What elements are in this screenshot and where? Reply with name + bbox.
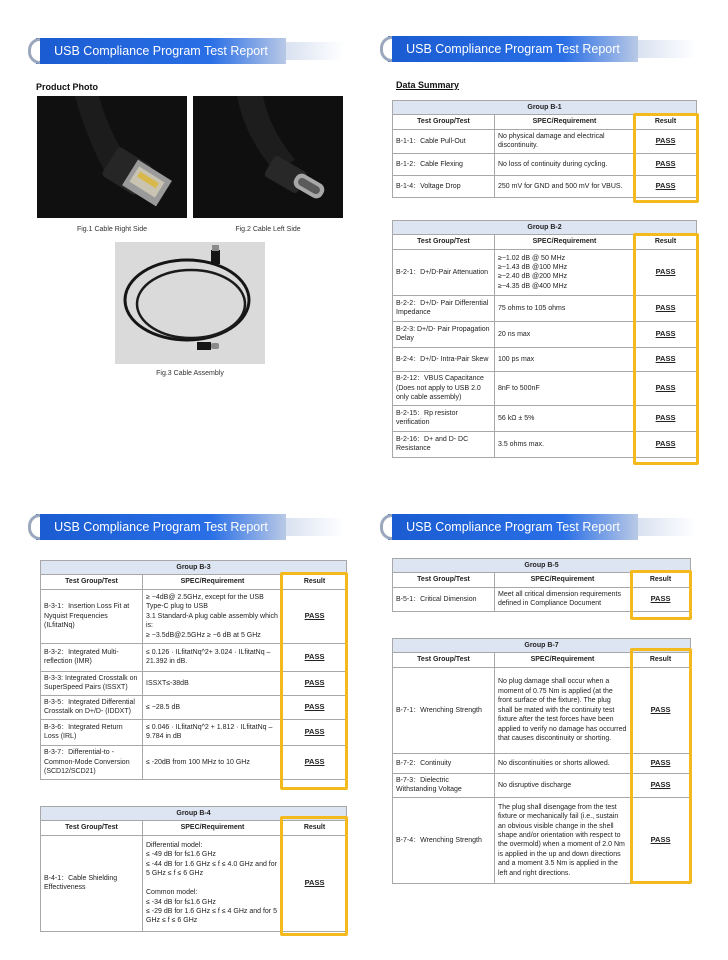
test-name: B-2-15：Rp resistor verification — [393, 405, 495, 431]
result-pass: PASS — [635, 249, 697, 295]
table-row — [41, 589, 347, 643]
caption-fig2: Fig.2 Cable Left Side — [235, 226, 301, 233]
table-row — [393, 797, 691, 883]
table-row — [41, 671, 347, 695]
banner-fade — [638, 40, 696, 58]
col-header-test: Test Group/Test — [393, 115, 495, 129]
spec-text: No plug damage shall occur when a moment of 0.75 Nm is applied (at the front surface of the fixture). The plug shall be mated with the continuity test fixture after the test forces have been applied to verify no damage has occurred that causes discontinuity or shorting. — [495, 667, 631, 753]
result-pass: PASS — [635, 371, 697, 405]
result-pass: PASS — [283, 589, 347, 643]
table-row — [41, 745, 347, 779]
group-title: Group B-1 — [393, 101, 697, 115]
result-pass: PASS — [283, 643, 347, 671]
spec-text: ISSXT≤-38dB — [143, 671, 283, 695]
group-title: Group B-2 — [393, 221, 697, 235]
usb-a-plug-illustration — [37, 96, 187, 218]
table-row — [393, 321, 697, 347]
table-row — [41, 643, 347, 671]
report-banner — [388, 514, 638, 540]
result-pass: PASS — [635, 405, 697, 431]
banner-tab — [380, 36, 392, 62]
test-name: B-3-2：Integrated Multi-reflection (IMR) — [41, 643, 143, 671]
table-group-b3 — [40, 560, 347, 780]
table-row — [393, 431, 697, 457]
spec-text: ≤ 0.046 · ILfitatNq^2 + 1.812 · ILfitatNq – 9.784 in dB — [143, 719, 283, 745]
table-row — [393, 587, 691, 611]
page-group-b3-b4 — [28, 506, 350, 946]
spec-text: No physical damage and electrical discontinuity. — [495, 129, 635, 153]
table-row — [41, 719, 347, 745]
banner-tab — [28, 514, 40, 540]
result-pass: PASS — [283, 671, 347, 695]
table-group-b1 — [392, 100, 697, 198]
table-row — [393, 295, 697, 321]
spec-text: 8nF to 500nF — [495, 371, 635, 405]
col-header-test: Test Group/Test — [41, 821, 143, 835]
report-banner — [36, 514, 286, 540]
table-group-b2 — [392, 220, 697, 458]
spec-text: 75 ohms to 105 ohms — [495, 295, 635, 321]
test-name: B-7-1：Wrenching Strength — [393, 667, 495, 753]
table-row — [393, 249, 697, 295]
caption-fig1: Fig.1 Cable Right Side — [76, 226, 148, 233]
page-group-b5-b7 — [380, 506, 702, 906]
spec-text: 56 kΩ ± 5% — [495, 405, 635, 431]
banner-title: USB Compliance Program Test Report — [406, 42, 620, 56]
spec-text: No discontinuities or shorts allowed. — [495, 753, 631, 773]
banner-title: USB Compliance Program Test Report — [54, 44, 268, 58]
result-pass: PASS — [631, 587, 691, 611]
result-pass: PASS — [635, 321, 697, 347]
result-pass: PASS — [635, 431, 697, 457]
result-pass: PASS — [283, 719, 347, 745]
spec-text: No disruptive discharge — [495, 773, 631, 797]
product-photo-heading: Product Photo — [36, 82, 98, 92]
banner-fade — [286, 42, 344, 60]
photo-cable-assembly — [115, 242, 265, 364]
banner-fade — [638, 518, 696, 536]
test-name: B-2-16：D+ and D- DC Resistance — [393, 431, 495, 457]
test-name: B-1-1：Cable Pull-Out — [393, 129, 495, 153]
test-name: B-4-1：Cable Shielding Effectiveness — [41, 835, 143, 931]
table-row — [393, 347, 697, 371]
spec-text: 3.5 ohms max. — [495, 431, 635, 457]
test-name: B-2-3: D+/D- Pair Propagation Delay — [393, 321, 495, 347]
table-row — [393, 405, 697, 431]
result-pass: PASS — [631, 773, 691, 797]
spec-text: 250 mV for GND and 500 mV for VBUS. — [495, 175, 635, 197]
col-header-result: Result — [283, 821, 347, 835]
test-name: B-2-4：D+/D- Intra-Pair Skew — [393, 347, 495, 371]
table-group-b4 — [40, 806, 347, 932]
col-header-test: Test Group/Test — [393, 573, 495, 587]
group-title: Group B-7 — [393, 639, 691, 653]
test-name: B-7-3：Dielectric Withstanding Voltage — [393, 773, 495, 797]
table-row — [393, 129, 697, 153]
spec-text: ≤ -20dB from 100 MHz to 10 GHz — [143, 745, 283, 779]
test-name: B-1-4：Voltage Drop — [393, 175, 495, 197]
table-row — [393, 773, 691, 797]
group-title: Group B-3 — [41, 561, 347, 575]
table-group-b7 — [392, 638, 691, 884]
group-title: Group B-4 — [41, 807, 347, 821]
col-header-test: Test Group/Test — [41, 575, 143, 589]
table-row — [393, 175, 697, 197]
test-name: B-3-6：Integrated Return Loss (IRL) — [41, 719, 143, 745]
col-header-result: Result — [283, 575, 347, 589]
test-name: B-7-2：Continuity — [393, 753, 495, 773]
banner-tab — [28, 38, 40, 64]
spec-text: ≤ 0.126 · ILfitatNq^2+ 3.024 · ILfitatNq – 21.392 in dB. — [143, 643, 283, 671]
col-header-spec: SPEC/Requirement — [495, 235, 635, 249]
banner-fade — [286, 518, 344, 536]
col-header-result: Result — [631, 653, 691, 667]
test-name: B-7-4：Wrenching Strength — [393, 797, 495, 883]
spec-text: 20 ns max — [495, 321, 635, 347]
spec-text: 100 ps max — [495, 347, 635, 371]
table-row — [41, 695, 347, 719]
cable-assembly-illustration — [115, 242, 265, 364]
result-pass: PASS — [635, 347, 697, 371]
table-row — [393, 153, 697, 175]
page-data-summary — [380, 30, 702, 470]
result-pass: PASS — [631, 753, 691, 773]
test-name: B-2-1：D+/D-Pair Attenuation — [393, 249, 495, 295]
col-header-spec: SPEC/Requirement — [495, 653, 631, 667]
col-header-result: Result — [631, 573, 691, 587]
usb-c-plug-illustration — [193, 96, 343, 218]
result-pass: PASS — [635, 295, 697, 321]
table-row — [41, 835, 347, 931]
page-product-photo — [28, 30, 350, 390]
col-header-test: Test Group/Test — [393, 653, 495, 667]
spec-text: ≥ −4dB@ 2.5GHz, except for the USB Type-C plug to USB 3.1 Standard-A plug cable assembly which is: ≥ −3.5dB@2.5GHz ≥ −6 dB at 5 GHz — [143, 589, 283, 643]
spec-text: No loss of continuity during cycling. — [495, 153, 635, 175]
test-name: B-3-5：Integrated Differential Crosstalk on D+/D- (IDDXT) — [41, 695, 143, 719]
result-pass: PASS — [631, 797, 691, 883]
table-row — [393, 753, 691, 773]
test-name: B-3-1：Insertion Loss Fit at Nyquist Frequencies (ILfitatNq) — [41, 589, 143, 643]
table-row — [393, 667, 691, 753]
table-row — [393, 371, 697, 405]
spec-text: ≤ −28.5 dB — [143, 695, 283, 719]
result-pass: PASS — [283, 745, 347, 779]
test-name: B-2-12：VBUS Capacitance (Does not apply to USB 2.0 only cable assembly) — [393, 371, 495, 405]
col-header-spec: SPEC/Requirement — [495, 573, 631, 587]
test-name: B-2-2：D+/D- Pair Differential Impedance — [393, 295, 495, 321]
result-pass: PASS — [635, 153, 697, 175]
result-pass: PASS — [283, 835, 347, 931]
photo-cable-right-side — [37, 96, 187, 218]
result-pass: PASS — [635, 129, 697, 153]
banner-tab — [380, 514, 392, 540]
report-banner — [36, 38, 286, 64]
data-summary-heading: Data Summary — [396, 80, 460, 90]
col-header-spec: SPEC/Requirement — [495, 115, 635, 129]
col-header-result: Result — [635, 235, 697, 249]
col-header-test: Test Group/Test — [393, 235, 495, 249]
col-header-spec: SPEC/Requirement — [143, 575, 283, 589]
result-pass: PASS — [635, 175, 697, 197]
col-header-spec: SPEC/Requirement — [143, 821, 283, 835]
spec-text: Meet all critical dimension requirements defined in Compliance Document — [495, 587, 631, 611]
banner-title: USB Compliance Program Test Report — [406, 520, 620, 534]
test-name: B-3-3: Integrated Crosstalk on SuperSpeed Pairs (ISSXT) — [41, 671, 143, 695]
col-header-result: Result — [635, 115, 697, 129]
banner-title: USB Compliance Program Test Report — [54, 520, 268, 534]
test-name: B-1-2：Cable Flexing — [393, 153, 495, 175]
test-name: B-3-7：Differential-to -Common-Mode Conversion (SCD12/SCD21) — [41, 745, 143, 779]
spec-text: ≥−1.02 dB @ 50 MHz ≥−1.43 dB @100 MHz ≥−2.40 dB @200 MHz ≥−4.35 dB @400 MHz — [495, 249, 635, 295]
result-pass: PASS — [631, 667, 691, 753]
spec-text: Differential model: ≤ -49 dB for f≤1.6 GHz ≤ -44 dB for 1.6 GHz ≤ f ≤ 4.0 GHz and for 5 GHz ≤ f ≤ 6 GHz Common model: ≤ -34 dB for f≤1.6 GHz ≤ -29 dB for 1.6 GHz ≤ f ≤ 4 GHz and for 5 GHz ≤ f ≤ 6 GHz — [143, 835, 283, 931]
report-banner — [388, 36, 638, 62]
caption-fig3: Fig.3 Cable Assembly — [156, 370, 224, 377]
photo-cable-left-side — [193, 96, 343, 218]
group-title: Group B-5 — [393, 559, 691, 573]
test-name: B-5-1：Critical Dimension — [393, 587, 495, 611]
table-group-b5 — [392, 558, 691, 612]
result-pass: PASS — [283, 695, 347, 719]
spec-text: The plug shall disengage from the test fixture or mechanically fail (i.e., sustain an obvious visible change in the shell shape and/or orientation with respect to the overmold) when a moment of 2.0 Nm is applied in the up and down directions and a moment 3.5 Nm is applied in the left and right directions. — [495, 797, 631, 883]
